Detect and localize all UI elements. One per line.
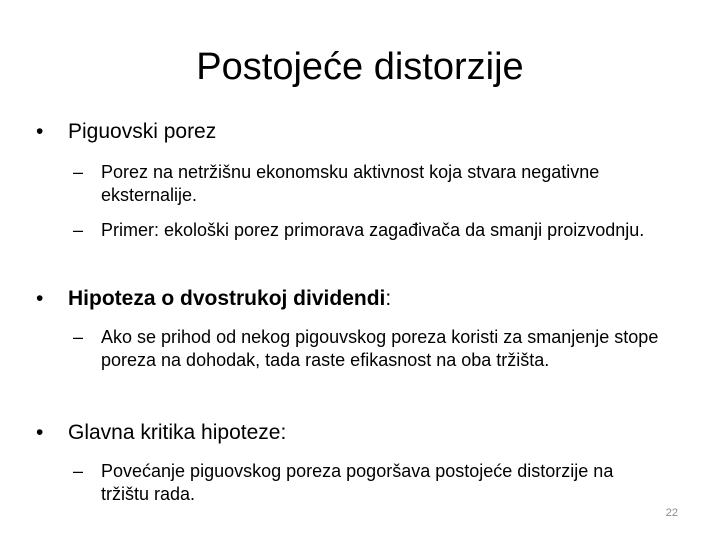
subitem-porez-definition <box>73 161 663 207</box>
bullet-bold-text: Hipoteza o dvostrukoj dividendi <box>68 287 386 310</box>
slide-title: Postojeće distorzije <box>196 46 524 88</box>
bullet-marker: • <box>36 120 44 143</box>
bullet-text: Glavna kritika hipoteze: <box>68 421 287 444</box>
subitem-text: Ako se prihod od nekog pigouvskog poreza koristi za smanjenje stope poreza na dohodak, tada raste efikasnost na oba tržišta. <box>101 327 659 370</box>
bullet-marker: • <box>36 421 44 444</box>
subitem-hipoteza-explanation <box>73 326 663 372</box>
slide-number: 22 <box>665 507 678 519</box>
dash-marker: – <box>73 461 84 481</box>
bullet-item-piguovski-porez <box>30 118 670 146</box>
dash-marker: – <box>73 220 84 240</box>
subitem-text: Primer: ekološki porez primorava zagađivača da smanji proizvodnju. <box>101 220 645 240</box>
subitem-text: Povećanje piguovskog poreza pogoršava postojeće distorzije na tržištu rada. <box>101 461 614 504</box>
bullet-item-kritika <box>30 419 670 447</box>
bullet-suffix: : <box>385 287 392 310</box>
subitem-text: Porez na netržišnu ekonomsku aktivnost koja stvara negativne eksternalije. <box>101 162 600 205</box>
dash-marker: – <box>73 327 84 347</box>
bullet-text <box>68 285 391 313</box>
bullet-marker: • <box>36 287 44 310</box>
bullet-item-hipoteza <box>30 285 670 313</box>
bullet-text: Piguovski porez <box>68 120 217 143</box>
dash-marker: – <box>73 162 84 182</box>
subitem-primer <box>73 219 663 242</box>
subitem-kritika-explanation <box>73 460 663 506</box>
